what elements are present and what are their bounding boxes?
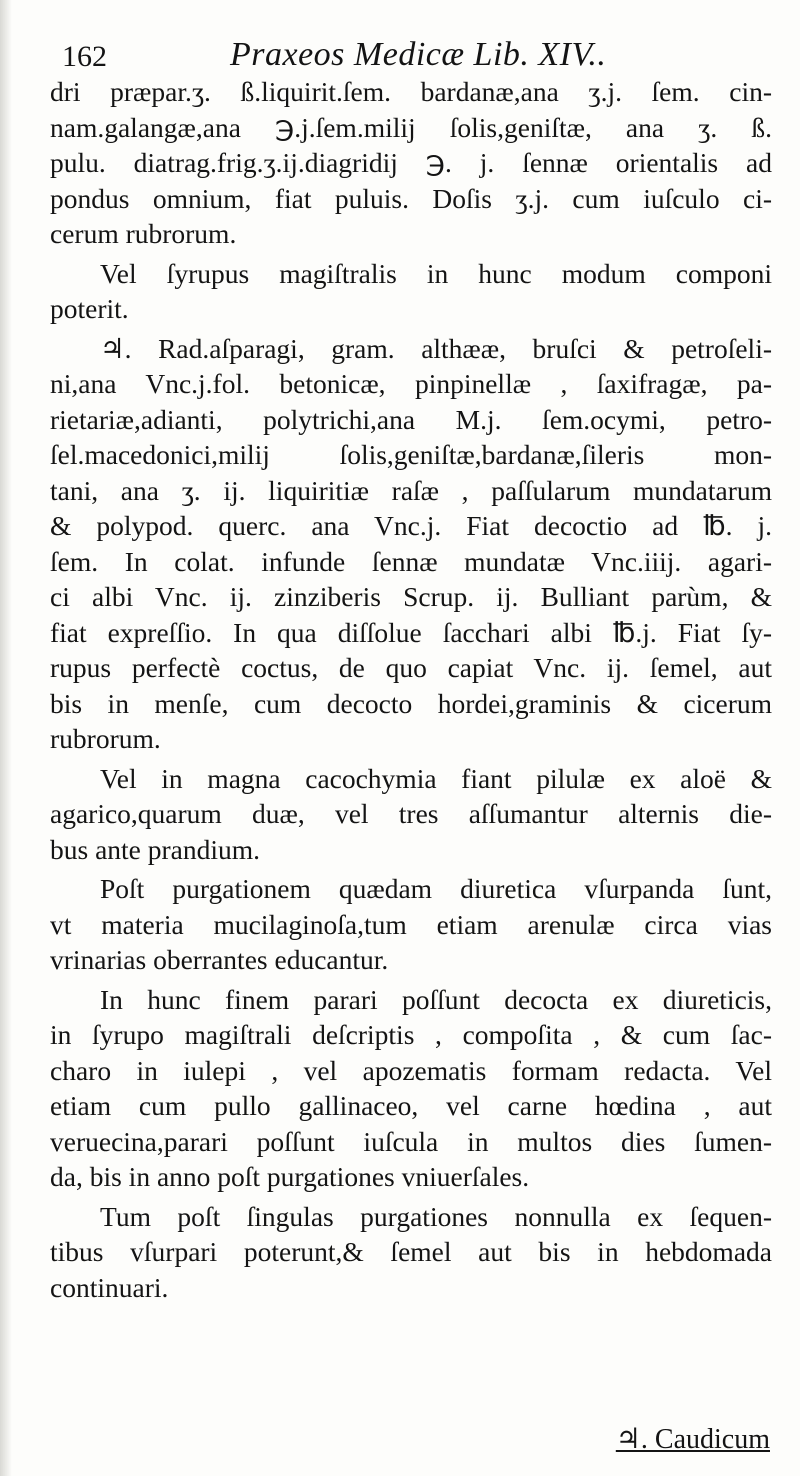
text-line: ſem. In colat. infunde ſennæ mundatæ Vnc.iiij. agari- [50, 545, 772, 577]
body-text [50, 74, 772, 1305]
catchword: ♃. Caudicum [615, 1424, 770, 1455]
text-line: Vel ſyrupus magiſtralis in hunc modum componi [100, 257, 772, 289]
text-line: vt materia mucilaginoſa,tum etiam arenulæ circa vias [50, 908, 772, 940]
paragraph-recipe [50, 331, 772, 757]
paragraph [50, 871, 772, 978]
text-line: etiam cum pullo gallinaceo, vel carne hœdina , aut [50, 1090, 772, 1121]
paragraph [50, 74, 772, 252]
text-line: Poſt purgationem quædam diuretica vſurpanda ſunt, [100, 873, 772, 904]
text-line: nam.galangæ,ana ℈.j.ſem.milij ſolis,geniſtæ, ana ʒ. ß. [50, 111, 772, 143]
text-line: rubrorum. [50, 723, 161, 754]
text-line: cerum rubrorum. [50, 218, 237, 249]
text-line: poterit. [50, 293, 129, 324]
text-line: veruecina,parari poſſunt iuſcula in multos dies ſumen- [50, 1125, 772, 1157]
page-gutter-shadow [0, 0, 12, 1476]
text-line: bis in menſe, cum decocto hordei,graminis & cicerum [50, 687, 772, 719]
text-line: bus ante prandium. [50, 833, 261, 865]
text-line: ſel.macedonici,milij ſolis,geniſtæ,bardanæ,ſileris mon- [50, 439, 772, 470]
paragraph [50, 761, 772, 868]
text-line: tibus vſurpari poterunt,& ſemel aut bis in hebdomada [50, 1236, 772, 1267]
text-line: tani, ana ʒ. ij. liquiritiæ raſæ , paſſularum mundatarum [50, 474, 772, 506]
running-title: Praxeos Medicæ Lib. XIV.. [230, 36, 607, 73]
paragraph [50, 1199, 772, 1306]
text-line: rietariæ,adianti, polytrichi,ana M.j. ſem.ocymi, petro- [50, 403, 772, 435]
text-line: dri præpar.ʒ. ß.liquirit.ſem. bardanæ,ana ʒ.j. ſem. cin- [50, 76, 772, 107]
text-line: rupus perfectè coctus, de quo capiat Vnc. ij. ſemel, aut [50, 652, 772, 683]
text-line: fiat expreſſio. In qua diſſolue ſacchari albi ℔.j. Fiat ſy- [50, 616, 772, 648]
text-line: Vel in magna cacochymia fiant pilulæ ex aloë & [100, 762, 772, 794]
text-line: vrinarias oberrantes educantur. [50, 944, 389, 975]
text-line: continuari. [50, 1271, 169, 1303]
text-line: pulu. diatrag.frig.ʒ.ij.diagridij ℈. j. ſennæ orientalis ad [50, 147, 772, 178]
paragraph [50, 982, 772, 1195]
text-line: & polypod. querc. ana Vnc.j. Fiat decoctio ad ℔. j. [50, 510, 772, 541]
paragraph [50, 256, 772, 327]
text-line: Tum poſt ſingulas purgationes nonnulla ex ſequen- [100, 1200, 772, 1232]
text-line: In hunc finem parari poſſunt decocta ex diureticis, [100, 983, 772, 1015]
text-line: ci albi Vnc. ij. zinziberis Scrup. ij. Bulliant parùm, & [50, 581, 772, 612]
page-number: 162 [62, 40, 107, 73]
text-line: ni,ana Vnc.j.fol. betonicæ, pinpinellæ , ſaxifragæ, pa- [50, 368, 772, 399]
text-line: pondus omnium, fiat puluis. Doſis ʒ.j. cum iuſculo ci- [50, 182, 772, 214]
text-line: agarico,quarum duæ, vel tres aſſumantur alternis die- [50, 798, 772, 829]
text-line: in ſyrupo magiſtrali deſcriptis , compoſita , & cum ſac- [50, 1019, 772, 1050]
text-line: charo in iulepi , vel apozematis formam redacta. Vel [50, 1054, 772, 1086]
text-line: ♃. Rad.aſparagi, gram. althææ, bruſci & petroſeli- [100, 332, 772, 364]
text-line: da, bis in anno poſt purgationes vniuerſales. [50, 1161, 530, 1192]
